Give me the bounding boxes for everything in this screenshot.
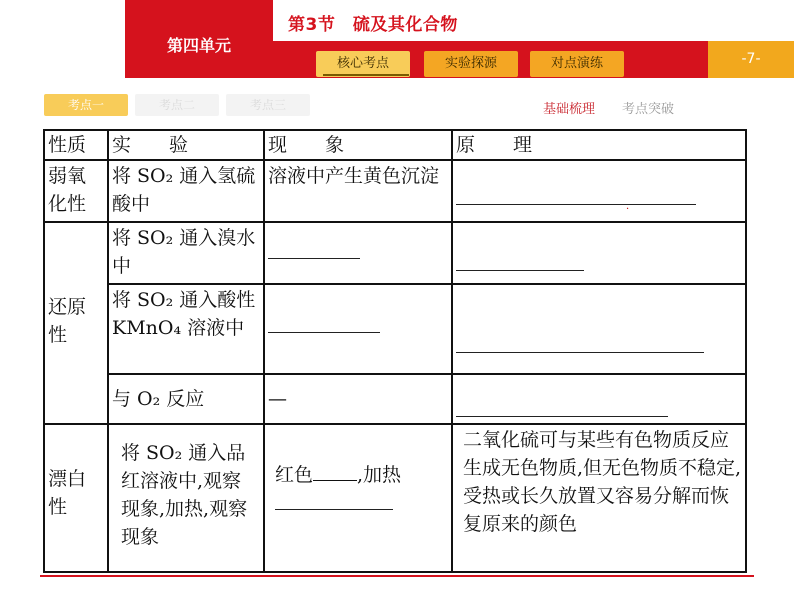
cell-red1-experiment: 将 SO₂ 通入溴水中 [108, 222, 264, 284]
tab-experiment-origin[interactable]: 实验探源 [424, 51, 518, 77]
link-breakthrough[interactable]: 考点突破 [622, 102, 675, 117]
answer-blank[interactable] [268, 246, 360, 259]
phenomenon-red-label: 红色 [275, 464, 314, 486]
cell-red3-experiment: 与 O₂ 反应 [108, 374, 264, 424]
cell-oxid-principle-blank[interactable] [452, 160, 746, 222]
cell-oxid-experiment: 将 SO₂ 通入氢硫酸中 [108, 160, 264, 222]
header-experiment: 实 验 [108, 130, 264, 160]
cell-bleach-experiment: 将 SO₂ 通入品红溶液中,观察现象,加热,观察现象 [108, 424, 264, 572]
table-header-row [44, 130, 746, 160]
answer-blank[interactable] [268, 320, 380, 333]
cell-oxid-phenomenon: 溶液中产生黄色沉淀 [264, 160, 452, 222]
cell-bleach-phenomenon [264, 424, 452, 572]
cell-red3-phenomenon: — [264, 374, 452, 424]
answer-blank[interactable] [456, 258, 584, 271]
cell-red2-principle-blank[interactable] [452, 284, 746, 374]
answer-blank[interactable] [313, 462, 357, 481]
cell-red3-principle-blank[interactable] [452, 374, 746, 424]
cell-reducing: 还原性 [44, 222, 108, 424]
table-row [44, 374, 746, 424]
cell-weak-oxidizing: 弱氧化性 [44, 160, 108, 222]
section-title: 第3节 硫及其化合物 [288, 15, 458, 35]
cell-bleaching: 漂白性 [44, 424, 108, 572]
answer-blank[interactable] [456, 404, 668, 417]
cell-bleach-principle: 二氧化硫可与某些有色物质反应生成无色物质,但无色物质不稳定,受热或长久放置又容易分解而恢复原来的颜色 [452, 424, 746, 572]
header-property: 性质 [44, 130, 108, 160]
tab-point-2[interactable]: 考点二 [135, 94, 219, 116]
tab-point-1[interactable]: 考点一 [44, 94, 128, 116]
phenomenon-heat-label: ,加热 [357, 464, 402, 486]
active-tab-underline [323, 74, 409, 76]
table-row [44, 284, 746, 374]
unit-block [125, 0, 273, 78]
page-number: -7- [708, 41, 794, 78]
tab-point-3[interactable]: 考点三 [226, 94, 310, 116]
answer-blank[interactable] [456, 340, 704, 353]
cell-red1-phenomenon-blank[interactable] [264, 222, 452, 284]
cell-red1-principle-blank[interactable] [452, 222, 746, 284]
header-phenomenon: 现 象 [264, 130, 452, 160]
table-row [44, 424, 746, 572]
footer-bar [40, 575, 754, 577]
unit-label: 第四单元 [166, 36, 231, 55]
table-row [44, 222, 746, 284]
header-principle: 原 理 [452, 130, 746, 160]
cell-red2-phenomenon-blank[interactable] [264, 284, 452, 374]
link-basic-review[interactable]: 基础梳理 [543, 102, 596, 117]
cell-red2-experiment: 将 SO₂ 通入酸性 KMnO₄ 溶液中 [108, 284, 264, 374]
answer-blank[interactable] [275, 497, 393, 510]
properties-table [43, 129, 745, 571]
answer-blank[interactable]: · [456, 192, 696, 205]
table-row [44, 160, 746, 222]
tab-core-points[interactable]: 核心考点 [316, 51, 410, 77]
tab-practice[interactable]: 对点演练 [530, 51, 624, 77]
